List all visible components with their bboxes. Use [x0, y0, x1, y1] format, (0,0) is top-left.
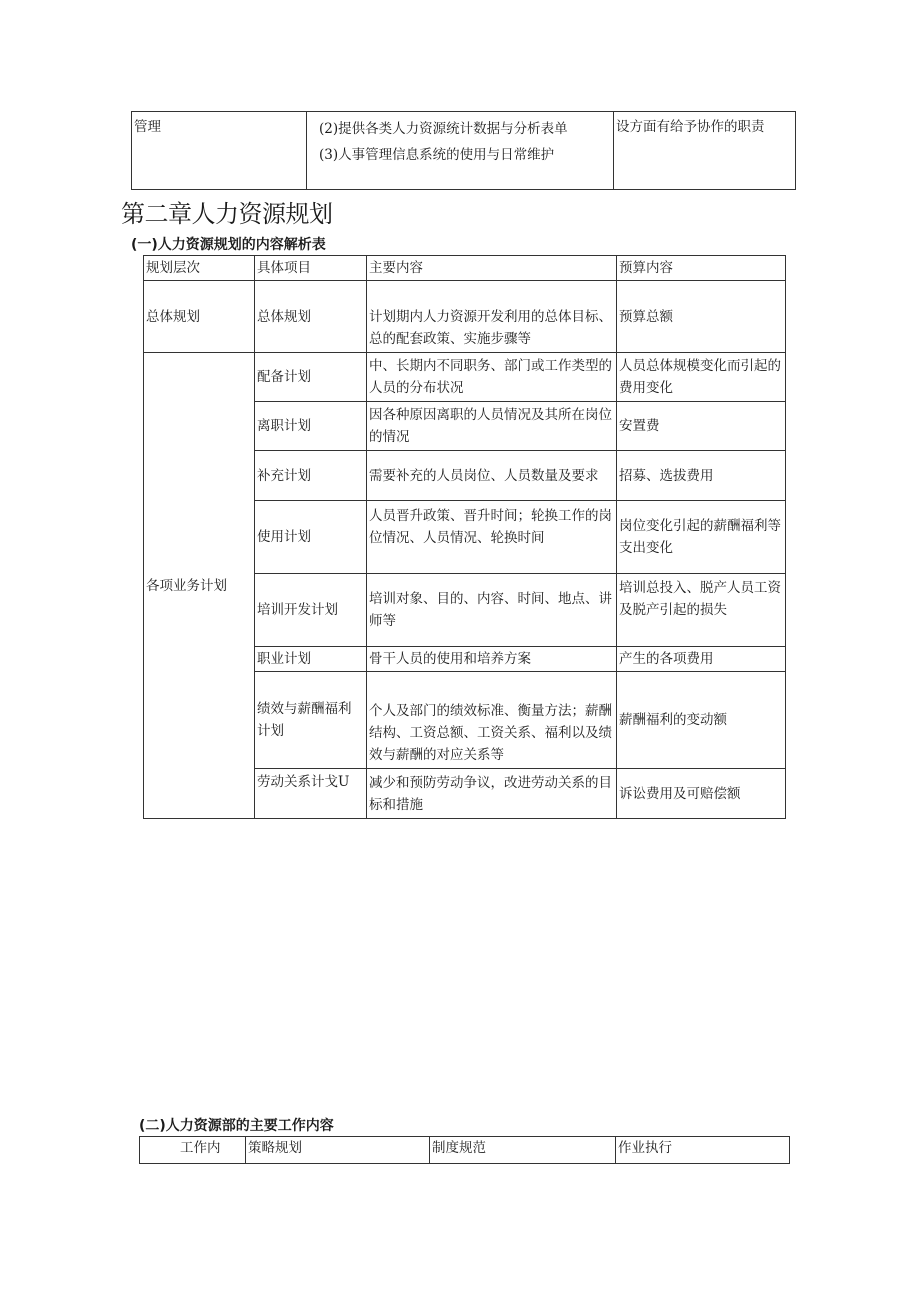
top-cell-2-line1: (2)提供各类人力资源统计数据与分析表单: [319, 121, 568, 137]
overall-budget: 预算总额: [617, 281, 786, 353]
row-budget: 产生的各项费用: [617, 647, 786, 672]
table-header-row: [140, 1137, 790, 1164]
row-item: 补充计划: [255, 451, 367, 501]
overall-item: 总体规划: [255, 281, 367, 353]
work-header-1: 工作内: [140, 1137, 246, 1164]
row-content: 中、长期内不同职务、部门或工作类型的人员的分布状况: [367, 353, 617, 402]
chapter-title: 第二章人力资源规划: [121, 200, 333, 228]
work-header-3: 制度规范: [430, 1137, 616, 1164]
top-cell-2-line2: (3)人事管理信息系统的使用与日常维护: [319, 147, 555, 163]
top-cell-2: [307, 112, 614, 190]
header-content: 主要内容: [367, 256, 617, 281]
business-level: 各项业务计划: [144, 353, 255, 819]
row-content: 人员晋升政策、晋升时间；轮换工作的岗位情况、人员情况、轮换时间: [367, 501, 617, 574]
table-row: [144, 281, 786, 353]
row-content: 减少和预防劳动争议，改进劳动关系的目标和措施: [367, 769, 617, 819]
top-cell-3: 设方面有给予协作的职责: [614, 112, 796, 190]
table-row: [132, 112, 796, 190]
work-header-4: 作业执行: [616, 1137, 790, 1164]
row-item: 培训开发计划: [255, 574, 367, 647]
row-content: 骨干人员的使用和培养方案: [367, 647, 617, 672]
table-header-row: [144, 256, 786, 281]
row-budget: 安置费: [617, 402, 786, 451]
work-header-2: 策略规划: [246, 1137, 430, 1164]
overall-level: 总体规划: [144, 281, 255, 353]
work-table: [139, 1136, 790, 1164]
table-row: [144, 353, 786, 402]
row-budget: 薪酬福利的变动额: [617, 672, 786, 769]
row-content: 因各种原因离职的人员情况及其所在岗位的情况: [367, 402, 617, 451]
header-budget: 预算内容: [617, 256, 786, 281]
row-budget: 人员总体规模变化而引起的费用变化: [617, 353, 786, 402]
row-item: 离职计划: [255, 402, 367, 451]
row-item: 使用计划: [255, 501, 367, 574]
row-item: 职业计划: [255, 647, 367, 672]
section-title-2: (二)人力资源部的主要工作内容: [139, 1118, 334, 1134]
row-budget: 培训总投入、脱产人员工资及脱产引起的损失: [617, 574, 786, 647]
row-budget: 招募、选拔费用: [617, 451, 786, 501]
row-item: 劳动关系计戈U: [255, 769, 367, 819]
row-budget: 诉讼费用及可赔偿额: [617, 769, 786, 819]
top-cell-1: 管理: [132, 112, 307, 190]
overall-content: 计划期内人力资源开发利用的总体目标、总的配套政策、实施步骤等: [367, 281, 617, 353]
row-item: 绩效与薪酬福利计划: [255, 672, 367, 769]
row-content: 需要补充的人员岗位、人员数量及要求: [367, 451, 617, 501]
plan-table: [143, 255, 786, 819]
section-title-1: (一)人力资源规划的内容解析表: [131, 237, 326, 253]
top-table: [131, 111, 796, 190]
header-item: 具体项目: [255, 256, 367, 281]
row-content: 个人及部门的绩效标准、衡量方法；薪酬结构、工资总额、工资关系、福利以及绩效与薪酬的对应关系等: [367, 672, 617, 769]
header-level: 规划层次: [144, 256, 255, 281]
row-content: 培训对象、目的、内容、时间、地点、讲师等: [367, 574, 617, 647]
row-item: 配备计划: [255, 353, 367, 402]
row-budget: 岗位变化引起的薪酬福利等支出变化: [617, 501, 786, 574]
